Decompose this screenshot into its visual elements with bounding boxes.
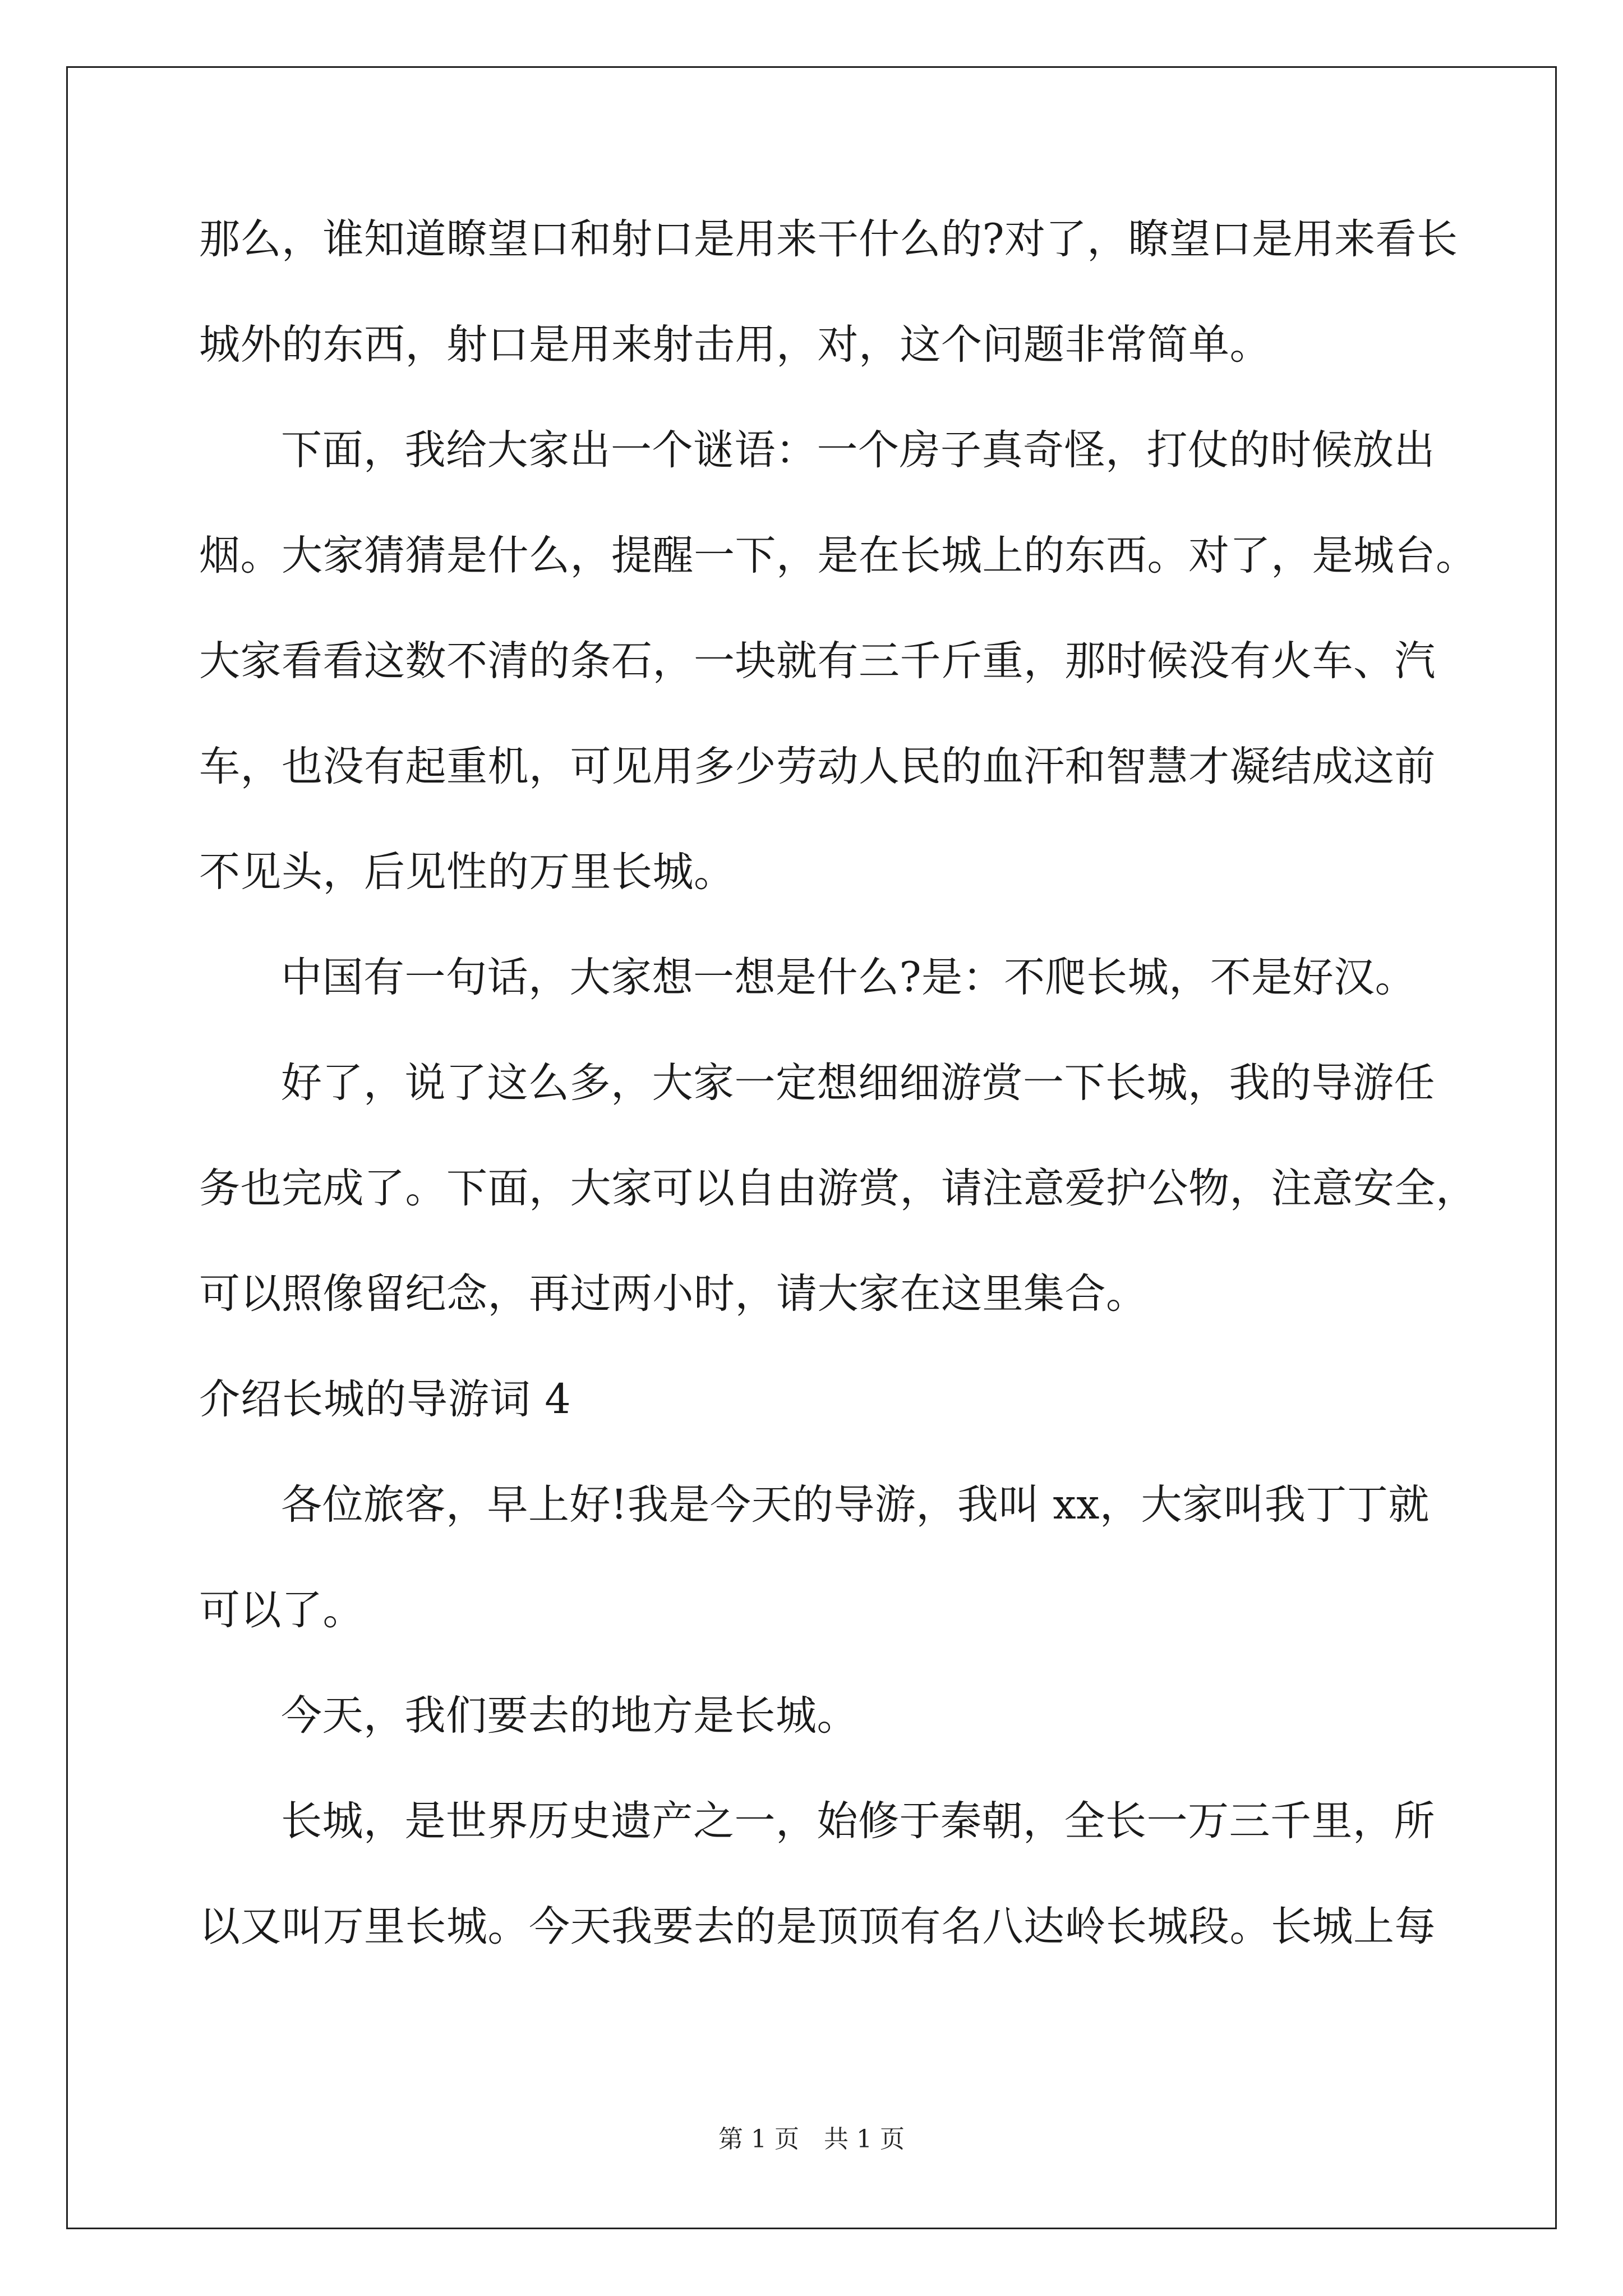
text-line: 不见头，后见性的万里长城。 bbox=[199, 848, 735, 896]
text-line: 大家看看这数不清的条石，一块就有三千斤重，那时候没有火车、汽 bbox=[199, 637, 1436, 685]
text-line: 那么，谁知道瞭望口和射口是用来干什么的?对了，瞭望口是用来看长 bbox=[199, 215, 1458, 263]
text-line: 长城，是世界历史遗产之一，始修于秦朝，全长一万三千里，所 bbox=[281, 1797, 1435, 1845]
page-footer bbox=[0, 2127, 1623, 2152]
text-line: 城外的东西，射口是用来射击用，对，这个问题非常简单。 bbox=[199, 321, 1271, 369]
page-total: 共 1 页 bbox=[824, 2125, 905, 2154]
text-line: 务也完成了。下面，大家可以自由游赏，请注意爱护公物，注意安全， bbox=[199, 1165, 1477, 1212]
text-line: 可以照像留纪念，再过两小时，请大家在这里集合。 bbox=[199, 1270, 1147, 1318]
text-line: 各位旅客，早上好!我是今天的导游，我叫 xx，大家叫我丁丁就 bbox=[281, 1481, 1430, 1529]
text-line: 今天，我们要去的地方是长城。 bbox=[281, 1692, 858, 1740]
text-line: 下面，我给大家出一个谜语：一个房子真奇怪，打仗的时候放出 bbox=[281, 426, 1435, 474]
text-line: 可以了。 bbox=[199, 1586, 364, 1634]
text-line: 烟。大家猜猜是什么，提醒一下，是在长城上的东西。对了，是城台。 bbox=[199, 532, 1477, 579]
text-line: 好了，说了这么多，大家一定想细细游赏一下长城，我的导游任 bbox=[281, 1059, 1435, 1107]
page-number: 第 1 页 bbox=[718, 2125, 799, 2154]
text-line: 中国有一句话，大家想一想是什么?是：不爬长城，不是好汉。 bbox=[281, 954, 1417, 1001]
document-body bbox=[199, 215, 1477, 2012]
section-heading: 介绍长城的导游词 4 bbox=[199, 1375, 571, 1423]
text-line: 以又叫万里长城。今天我要去的是顶顶有名八达岭长城段。长城上每 bbox=[199, 1903, 1436, 1950]
text-line: 车，也没有起重机，可见用多少劳动人民的血汗和智慧才凝结成这前 bbox=[199, 743, 1436, 790]
